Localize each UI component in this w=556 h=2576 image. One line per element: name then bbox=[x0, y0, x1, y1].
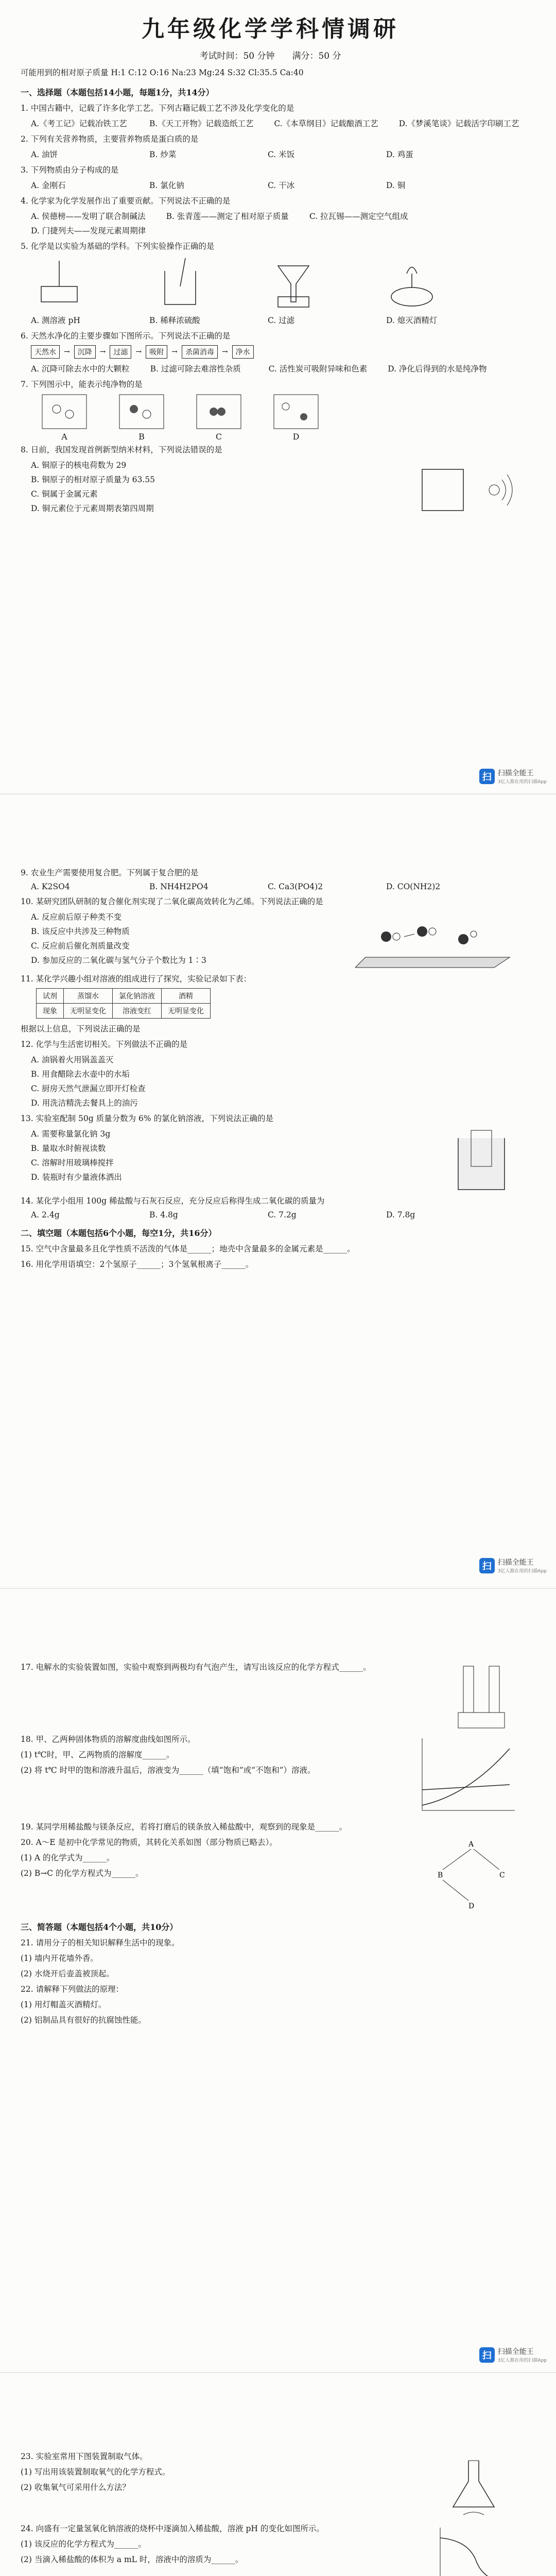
section-heading: 二、填空题（本题包括6个小题，每空1分，共16分） bbox=[21, 1228, 217, 1239]
option: A. 反应前后原子种类不变 bbox=[31, 912, 122, 922]
option: C. 厨房天然气泄漏立即开灯检查 bbox=[31, 1084, 146, 1094]
exam-page-3 bbox=[0, 1589, 556, 2372]
flow-step: 天然水 bbox=[31, 345, 60, 359]
question-18: 18. 甲、乙两种固体物质的溶解度曲线如图所示。 bbox=[21, 1735, 196, 1744]
option: C.《本草纲目》记载酿酒工艺 bbox=[274, 119, 378, 129]
option: D. 参加反应的二氧化碳与氢气分子个数比为 1∶3 bbox=[31, 956, 206, 965]
option: A. K2SO4 bbox=[31, 882, 70, 892]
arrow-icon: → bbox=[64, 348, 70, 357]
option: C. 活性炭可吸附异味和色素 bbox=[268, 364, 368, 374]
option: A. 铜原子的核电荷数为 29 bbox=[31, 461, 127, 470]
option-letter: D bbox=[292, 432, 300, 442]
options bbox=[31, 1054, 520, 1108]
option: D. 铜 bbox=[386, 181, 406, 191]
sub-question: (2) 铝制品具有很好的抗腐蚀性能。 bbox=[21, 2015, 146, 2025]
option: C. 干冰 bbox=[268, 181, 295, 191]
option: B. 铜原子的相对原子质量为 63.55 bbox=[31, 475, 155, 485]
options bbox=[31, 882, 520, 891]
beaker-figure bbox=[165, 258, 196, 304]
svg-text:A: A bbox=[468, 1840, 474, 1849]
scanner-name: 扫描全能王 bbox=[497, 2348, 534, 2356]
sub-question: (1) 该反应的化学方程式为______。 bbox=[21, 2539, 146, 2549]
scanner-watermark bbox=[479, 1557, 547, 1574]
option: D. 7.8g bbox=[386, 1210, 415, 1220]
question-20: 20. A～E 是初中化学常见的物质，其转化关系如图（部分物质已略去）。 bbox=[21, 1838, 277, 1848]
table-cell: 氯化钠溶液 bbox=[113, 989, 162, 1004]
option: C. Ca3(PO4)2 bbox=[268, 882, 323, 892]
option: B. 用食醋除去水壶中的水垢 bbox=[31, 1070, 130, 1079]
exam-page-4 bbox=[0, 2373, 556, 2576]
table-cell: 现象 bbox=[37, 1004, 64, 1019]
sub-question: (2) 将 t℃ 时甲的饱和溶液升温后，溶液变为______（填“饱和”或“不饱和”）溶液。 bbox=[21, 1766, 316, 1775]
table-row bbox=[37, 1004, 211, 1019]
option: D. 铜元素位于元素周期表第四周期 bbox=[31, 504, 154, 514]
lab-apparatus-figure bbox=[31, 256, 494, 312]
option: B. 炒菜 bbox=[149, 150, 177, 160]
options bbox=[31, 1128, 129, 1191]
options bbox=[31, 459, 155, 522]
alcohol-lamp-figure bbox=[391, 267, 432, 307]
sub-question: (2) 水烧开后壶盖被顶起。 bbox=[21, 1969, 114, 1979]
option: D. 鸡蛋 bbox=[386, 150, 413, 160]
option: B.《天工开物》记载造纸工艺 bbox=[149, 119, 254, 129]
question-16: 16. 用化学用语填空：2个氢原子______；3个氢氧根离子______。 bbox=[21, 1260, 254, 1269]
arrow-icon: → bbox=[221, 348, 228, 357]
question-12: 12. 化学与生活密切相关。下列做法不正确的是 bbox=[21, 1040, 188, 1049]
question-14: 14. 某化学小组用 100g 稀盐酸与石灰石反应，充分反应后称得生成二氧化碳的质量为 bbox=[21, 1196, 325, 1206]
scanner-logo-icon: 扫 bbox=[479, 769, 495, 784]
option: D. 净化后得到的水是纯净物 bbox=[388, 364, 487, 374]
question-9: 9. 农业生产需要使用复合肥。下列属于复合肥的是 bbox=[21, 868, 199, 877]
options bbox=[31, 314, 520, 326]
option: D.《梦溪笔谈》记载活字印刷工艺 bbox=[398, 119, 519, 129]
scanner-name: 扫描全能王 bbox=[497, 1558, 534, 1567]
molecule-figures bbox=[41, 394, 520, 442]
option: D. 熄灭酒精灯 bbox=[386, 316, 438, 326]
option: C. 铜属于金属元素 bbox=[31, 489, 98, 499]
option: B. 4.8g bbox=[149, 1210, 178, 1220]
svg-text:D: D bbox=[468, 1902, 475, 1911]
sub-question: (1) 用灯帽盖灭酒精灯。 bbox=[21, 2000, 107, 2010]
option: B. 张青莲——测定了相对原子质量 bbox=[166, 212, 289, 222]
option: A. 油锅着火用锅盖盖灭 bbox=[31, 1055, 114, 1065]
scanner-watermark bbox=[479, 2346, 547, 2363]
option-letter: C bbox=[215, 432, 222, 442]
option: B. NH4H2PO4 bbox=[149, 882, 208, 892]
beaker-apparatus-figure bbox=[448, 1128, 520, 1195]
molecule-box bbox=[41, 394, 88, 442]
arrow-icon: → bbox=[135, 348, 142, 357]
electrolysis-figure bbox=[448, 1661, 520, 1733]
question-24: 24. 向盛有一定量氢氧化钠溶液的烧杯中逐滴加入稀盐酸，溶液 pH 的变化如图所示。 bbox=[21, 2524, 324, 2533]
ph-curve-figure bbox=[427, 2522, 520, 2576]
molecule-box bbox=[196, 394, 242, 442]
option: B. 氯化钠 bbox=[149, 181, 184, 191]
question-2: 2. 下列有关营养物质，主要营养物质是蛋白质的是 bbox=[21, 134, 199, 144]
exam-title: 九年级化学学科情调研 bbox=[142, 16, 399, 42]
options bbox=[31, 363, 520, 374]
table-cell: 溶液变红 bbox=[113, 1004, 162, 1019]
question-1: 1. 中国古籍中，记载了许多化学工艺。下列古籍记载工艺不涉及化学变化的是 bbox=[21, 104, 294, 113]
question-17: 17. 电解水的实验装置如图，实验中观察到两极均有气泡产生，请写出该反应的化学方程式______。 bbox=[21, 1663, 371, 1672]
table-row bbox=[37, 989, 211, 1004]
conversion-diagram-figure bbox=[427, 1836, 520, 1913]
sub-question: (1) A 的化学式为______。 bbox=[21, 1853, 115, 1863]
option: B. 稀释浓硫酸 bbox=[149, 316, 200, 326]
svg-text:C: C bbox=[499, 1871, 505, 1880]
flow-step: 沉降 bbox=[74, 345, 96, 359]
lab-figures bbox=[31, 256, 520, 312]
option: D. 装瓶时有少量液体洒出 bbox=[31, 1173, 122, 1182]
option: C. 米饭 bbox=[268, 150, 295, 160]
sub-question: (1) 墙内开花墙外香。 bbox=[21, 1954, 98, 1963]
option: D. 门捷列夫——发现元素周期律 bbox=[31, 226, 146, 236]
scanner-sub: 3亿人都在用的扫描App bbox=[497, 779, 547, 785]
exam-meta: 考试时间：50 分钟 满分：50 分 bbox=[199, 51, 341, 61]
question-7: 7. 下列图示中，能表示纯净物的是 bbox=[21, 380, 143, 389]
scanner-sub: 3亿人都在用的扫描App bbox=[497, 1569, 547, 1574]
option: B. 过滤可除去难溶性杂质 bbox=[150, 364, 241, 374]
section-heading: 三、简答题（本题包括4个小题，共10分） bbox=[21, 1922, 178, 1933]
section-heading: 一、选择题（本题包括14小题，每题1分，共14分） bbox=[21, 88, 214, 98]
option: A.《考工记》记载冶铁工艺 bbox=[31, 119, 127, 129]
funnel-figure bbox=[278, 266, 309, 307]
molecule-box bbox=[273, 394, 319, 442]
question-15: 15. 空气中含量最多且化学性质不活泼的气体是______；地壳中含量最多的金属元素是______。 bbox=[21, 1244, 355, 1254]
options bbox=[31, 210, 520, 236]
option: D. CO(NH2)2 bbox=[386, 882, 441, 892]
options bbox=[31, 911, 206, 969]
question-11-tail: 根据以上信息，下列说法正确的是 bbox=[21, 1024, 141, 1034]
exam-page-2 bbox=[0, 794, 556, 1588]
molecule-box bbox=[118, 394, 165, 442]
catalyst-reaction-figure bbox=[355, 911, 520, 973]
sub-question: (1) 写出用该装置制取氧气的化学方程式。 bbox=[21, 2467, 170, 2477]
option-letter: A bbox=[61, 432, 67, 442]
table-cell: 酒精 bbox=[162, 989, 211, 1004]
option: C. 过滤 bbox=[268, 316, 295, 326]
question-3: 3. 下列物质由分子构成的是 bbox=[21, 165, 119, 175]
scanner-sub: 3亿人都在用的扫描App bbox=[497, 2358, 547, 2363]
sub-question: (2) 当滴入稀盐酸的体积为 a mL 时，溶液中的溶质为______。 bbox=[21, 2555, 244, 2565]
options bbox=[31, 117, 520, 129]
option: A. 油饼 bbox=[31, 150, 58, 160]
flow-step: 过滤 bbox=[110, 345, 131, 359]
options bbox=[31, 179, 520, 191]
flow-step: 吸附 bbox=[146, 345, 167, 359]
question-21: 21. 请用分子的相关知识解释生活中的现象。 bbox=[21, 1938, 180, 1948]
option: A. 2.4g bbox=[31, 1210, 60, 1220]
water-purification-flow bbox=[31, 345, 520, 359]
option: C. 7.2g bbox=[268, 1210, 297, 1220]
question-19: 19. 某同学用稀盐酸与镁条反应，若将打磨后的镁条放入稀盐酸中，观察到的现象是______。 bbox=[21, 1822, 348, 1832]
question-4: 4. 化学家为化学发展作出了重要贡献。下列说法不正确的是 bbox=[21, 196, 231, 206]
svg-text:B: B bbox=[438, 1871, 443, 1880]
option: A. 需要称量氯化钠 3g bbox=[31, 1129, 111, 1139]
exam-page-1 bbox=[0, 0, 556, 793]
arrow-icon: → bbox=[171, 348, 178, 357]
experiment-table bbox=[36, 988, 211, 1019]
atom-structure-figure bbox=[417, 459, 520, 526]
flow-step: 杀菌消毒 bbox=[182, 345, 218, 359]
table-cell: 无明显变化 bbox=[162, 1004, 211, 1019]
question-23: 23. 实验室常用下图装置制取气体。 bbox=[21, 2452, 148, 2461]
scanner-name: 扫描全能王 bbox=[497, 769, 534, 777]
option: A. 金刚石 bbox=[31, 181, 66, 191]
question-8: 8. 日前，我国发现首例新型纳米材料，下列说法错误的是 bbox=[21, 445, 222, 455]
option: C. 反应前后催化剂质量改变 bbox=[31, 941, 130, 951]
question-6: 6. 天然水净化的主要步骤如下图所示。下列说法不正确的是 bbox=[21, 331, 231, 341]
question-22: 22. 请解释下列做法的原理： bbox=[21, 1985, 124, 1994]
arrow-icon: → bbox=[99, 348, 106, 357]
scanner-logo-icon: 扫 bbox=[479, 1558, 495, 1573]
sub-question: (2) B→C 的化学方程式为______。 bbox=[21, 1869, 144, 1878]
option-letter: B bbox=[138, 432, 145, 442]
options bbox=[31, 148, 520, 160]
option: A. 侯德榜——发明了联合制碱法 bbox=[31, 212, 146, 222]
atomic-masses: 可能用到的相对原子质量 H:1 C:12 O:16 Na:23 Mg:24 S:32 Cl:35.5 Ca:40 bbox=[21, 68, 304, 77]
ph-paper-figure bbox=[41, 261, 77, 302]
sub-question: (2) 收集氧气可采用什么方法？ bbox=[21, 2483, 130, 2493]
question-13: 13. 实验室配制 50g 质量分数为 6% 的氯化钠溶液，下列说法正确的是 bbox=[21, 1114, 274, 1124]
option: C. 拉瓦锡——测定空气组成 bbox=[309, 212, 408, 222]
question-11: 11. 某化学兴趣小组对溶液的组成进行了探究，实验记录如下表： bbox=[21, 974, 252, 984]
option: B. 该反应中共涉及三种物质 bbox=[31, 927, 130, 937]
scanner-watermark bbox=[479, 768, 547, 785]
option: C. 溶解时用玻璃棒搅拌 bbox=[31, 1158, 114, 1168]
options bbox=[31, 1210, 520, 1219]
flow-step: 净水 bbox=[232, 345, 254, 359]
option: A. 沉降可除去水中的大颗粒 bbox=[31, 364, 130, 374]
sub-question: (1) t℃时，甲、乙两物质的溶解度______。 bbox=[21, 1750, 175, 1760]
question-5: 5. 化学是以实验为基础的学科。下列实验操作正确的是 bbox=[21, 242, 215, 251]
option: D. 用洗洁精洗去餐具上的油污 bbox=[31, 1098, 138, 1108]
option: B. 量取水时俯视读数 bbox=[31, 1144, 106, 1154]
question-10: 10. 某研究团队研制的复合催化剂实现了二氧化碳高效转化为乙烯。下列说法正确的是 bbox=[21, 897, 323, 907]
table-cell: 试剂 bbox=[37, 989, 64, 1004]
gas-apparatus-figure bbox=[438, 2450, 520, 2522]
table-cell: 无明显变化 bbox=[64, 1004, 113, 1019]
table-cell: 蒸馏水 bbox=[64, 989, 113, 1004]
option: A. 测溶液 pH bbox=[31, 316, 80, 326]
scanner-logo-icon: 扫 bbox=[479, 2347, 495, 2363]
solubility-curve-figure bbox=[407, 1733, 520, 1821]
